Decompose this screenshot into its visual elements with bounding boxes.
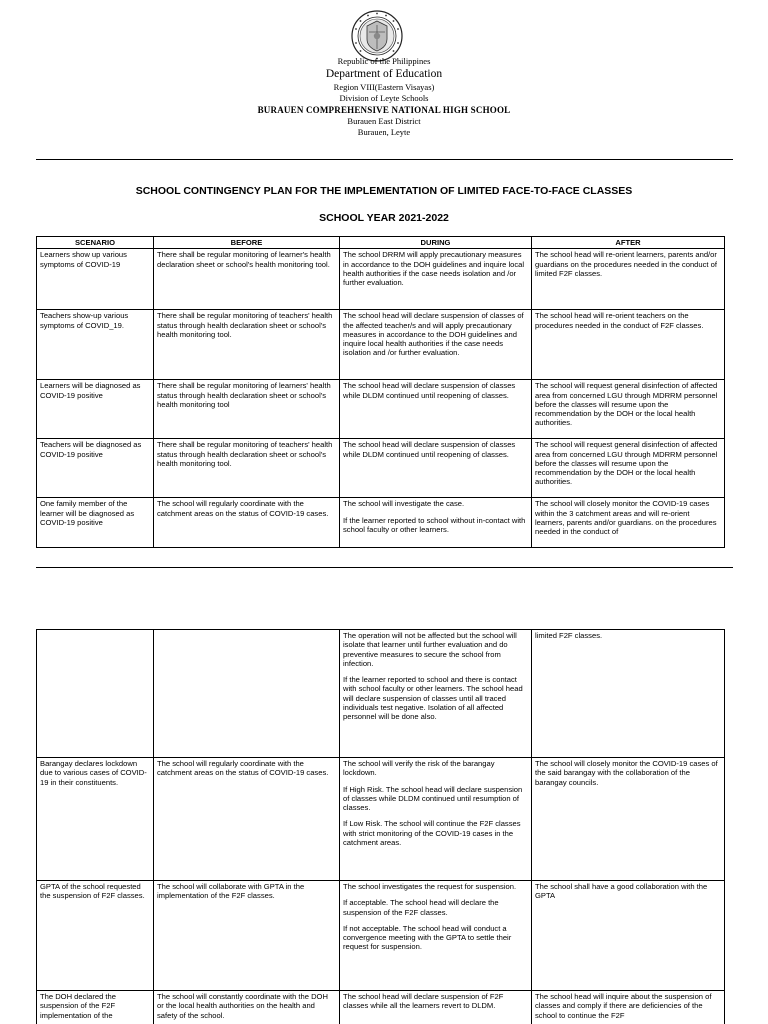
during-paragraph: If the learner reported to school without in-contact with school faculty or other learners. (343, 515, 526, 534)
after-cell (532, 380, 725, 439)
during-paragraph: The school DRRM will apply precautionary measures in accordance to the DOH guidelines and inquire local health authorities if the case needs isolation and /or further evaluation. (343, 250, 525, 287)
after-paragraph: The school shall have a good collaboration with the GPTA (535, 882, 708, 901)
after-cell (532, 758, 725, 881)
during-cell (340, 881, 532, 991)
republic-line: Republic of the Philippines (337, 56, 431, 66)
document-title: SCHOOL CONTINGENCY PLAN FOR THE IMPLEMENTATION OF LIMITED FACE-TO-FACE CLASSES (135, 185, 633, 197)
after-paragraph: The school head will inquire about the suspension of classes and comply if there are deficiencies of the school to continue the F2F (535, 992, 712, 1020)
during-cell (340, 249, 532, 310)
during-paragraph: If the learner reported to school and there is contact with school faculty or other learners. The school head will declare suspension of classes until all traced individuals test negative. Isolation of all affected personnel will be done also. (343, 675, 523, 721)
header-before: BEFORE (154, 237, 340, 249)
header-after: AFTER (532, 237, 725, 249)
during-cell (340, 439, 532, 498)
during-paragraph: If Low Risk. The school will continue the F2F classes with strict monitoring of the COVID-19 cases in the catchment areas. (343, 819, 521, 847)
during-cell (340, 630, 532, 758)
scenario-cell: Barangay declares lockdown due to various cases of COVID-19 in their constituents. (37, 758, 154, 881)
department-line: Department of Education (325, 68, 443, 80)
after-cell (532, 991, 725, 1024)
during-cell (340, 758, 532, 881)
before-cell: The school will collaborate with GPTA in the implementation of the F2F classes. (154, 881, 340, 991)
after-cell (532, 310, 725, 380)
header-during: DURING (340, 237, 532, 249)
scenario-cell: One family member of the learner will be diagnosed as COVID-19 positive (37, 498, 154, 548)
district-line: Burauen East District (347, 116, 421, 126)
school-year: SCHOOL YEAR 2021-2022 (319, 212, 449, 224)
before-cell: The school will regularly coordinate with the catchment areas on the status of COVID-19 cases. (154, 758, 340, 881)
table-row (37, 991, 725, 1024)
after-paragraph: limited F2F classes. (535, 631, 603, 640)
scenario-cell: GPTA of the school requested the suspension of F2F classes. (37, 881, 154, 991)
during-cell (340, 380, 532, 439)
during-paragraph: The school head will declare suspension of classes while DLDM continued until reopening of classes. (343, 440, 516, 459)
table-row (37, 630, 725, 758)
scenario-cell: Teachers show-up various symptoms of COVID_19. (37, 310, 154, 380)
deped-seal-logo (351, 10, 403, 62)
contingency-table-page-2 (36, 629, 725, 1024)
before-cell: There shall be regular monitoring of learner's health declaration sheet or school's health monitoring tool. (154, 249, 340, 310)
after-paragraph: The school head will re-orient teachers on the procedures needed in the conduct of F2F classes. (535, 311, 704, 330)
letterhead-divider (36, 159, 733, 160)
contingency-table-page-1 (36, 236, 725, 548)
region-line: Region VIII(Eastern Visayas) (333, 82, 435, 92)
table-row (37, 380, 725, 439)
table-row (37, 310, 725, 380)
during-paragraph: If not acceptable. The school head will conduct a convergence meeting with the GPTA to settle their request for suspension. (343, 923, 512, 952)
after-paragraph: The school will closely monitor the COVID-19 cases within the 3 catchment areas and will re-orient learners, parents and/or guardians. on the procedures needed in the conduct of (535, 499, 717, 536)
header-scenario: SCENARIO (37, 237, 154, 249)
during-cell (340, 498, 532, 548)
during-cell (340, 310, 532, 380)
scenario-cell: Learners will be diagnosed as COVID-19 positive (37, 380, 154, 439)
during-paragraph: The operation will not be affected but the school will isolate that learner until further evaluation and do preventive measures to secure the school from infection. (343, 631, 517, 668)
before-cell: There shall be regular monitoring of learners' health status through health declaration sheet or school's health monitoring tool (154, 380, 340, 439)
during-paragraph: The school head will declare suspension of F2F classes while all the learners revert to DLDM. (343, 992, 504, 1011)
during-paragraph: The school will investigate the case. (343, 499, 465, 509)
before-cell: The school will regularly coordinate with the catchment areas on the status of COVID-19 cases. (154, 498, 340, 548)
school-name: BURAUEN COMPREHENSIVE NATIONAL HIGH SCHOOL (257, 105, 511, 115)
before-cell (154, 630, 340, 758)
during-cell (340, 991, 532, 1024)
scenario-cell: The DOH declared the suspension of the F2F implementation of the (37, 991, 154, 1024)
after-paragraph: The school will request general disinfection of affected area from concerned LGU through MDRRM personnel before the classes will resume upon the recommendation by the DOH or the local health authorities. (535, 381, 718, 428)
after-cell (532, 630, 725, 758)
scenario-cell (37, 630, 154, 758)
during-paragraph: The school investigates the request for suspension. (343, 882, 517, 891)
after-cell (532, 881, 725, 991)
after-paragraph: The school head will re-orient learners, parents and/or guardians on the procedures needed in the conduct of limited F2F classes. (535, 250, 717, 278)
table-row (37, 758, 725, 881)
before-cell: There shall be regular monitoring of teachers' health status through health declaration sheet or school's health monitoring tool. (154, 310, 340, 380)
during-paragraph: If High Risk. The school head will declare suspension of classes while DLDM continued until resumption of classes. (343, 784, 523, 812)
before-cell: There shall be regular monitoring of teachers' health status through health declaration sheet or school's health monitoring tool. (154, 439, 340, 498)
before-cell: The school will constantly coordinate with the DOH or the local health authorities on the health and safety of the school. (154, 991, 340, 1024)
after-paragraph: The school will closely monitor the COVID-19 cases of the said barangay with the collaboration of the barangay councils. (535, 759, 718, 787)
during-paragraph: If acceptable. The school head will declare the suspension of the F2F classes. (343, 898, 499, 917)
division-line: Division of Leyte Schools (339, 93, 429, 103)
table-row (37, 498, 725, 548)
scenario-cell: Teachers will be diagnosed as COVID-19 positive (37, 439, 154, 498)
after-paragraph: The school will request general disinfection of affected area from concerned LGU through MDRRM personnel before the classes will resume upon the recommendation by the DOH or the local health authorities. (535, 440, 718, 487)
page-break-divider (36, 567, 733, 568)
town-line: Burauen, Leyte (357, 127, 411, 137)
table-row (37, 249, 725, 310)
letterhead (0, 56, 768, 138)
scenario-cell: Learners show up various symptoms of COVID-19 (37, 249, 154, 310)
after-cell (532, 249, 725, 310)
during-paragraph: The school will verify the risk of the barangay lockdown. (343, 759, 495, 778)
after-cell (532, 439, 725, 498)
after-cell (532, 498, 725, 548)
table-row (37, 881, 725, 991)
during-paragraph: The school head will declare suspension of classes of the affected teacher/s and will apply precautionary measures in accordance to the DOH guidelines and inquire local health authorities if the case needs isolation and /or further evaluation. (343, 311, 524, 358)
during-paragraph: The school head will declare suspension of classes while DLDM continued until reopening of classes. (343, 381, 516, 400)
table-row (37, 439, 725, 498)
table-header-row (37, 237, 725, 249)
